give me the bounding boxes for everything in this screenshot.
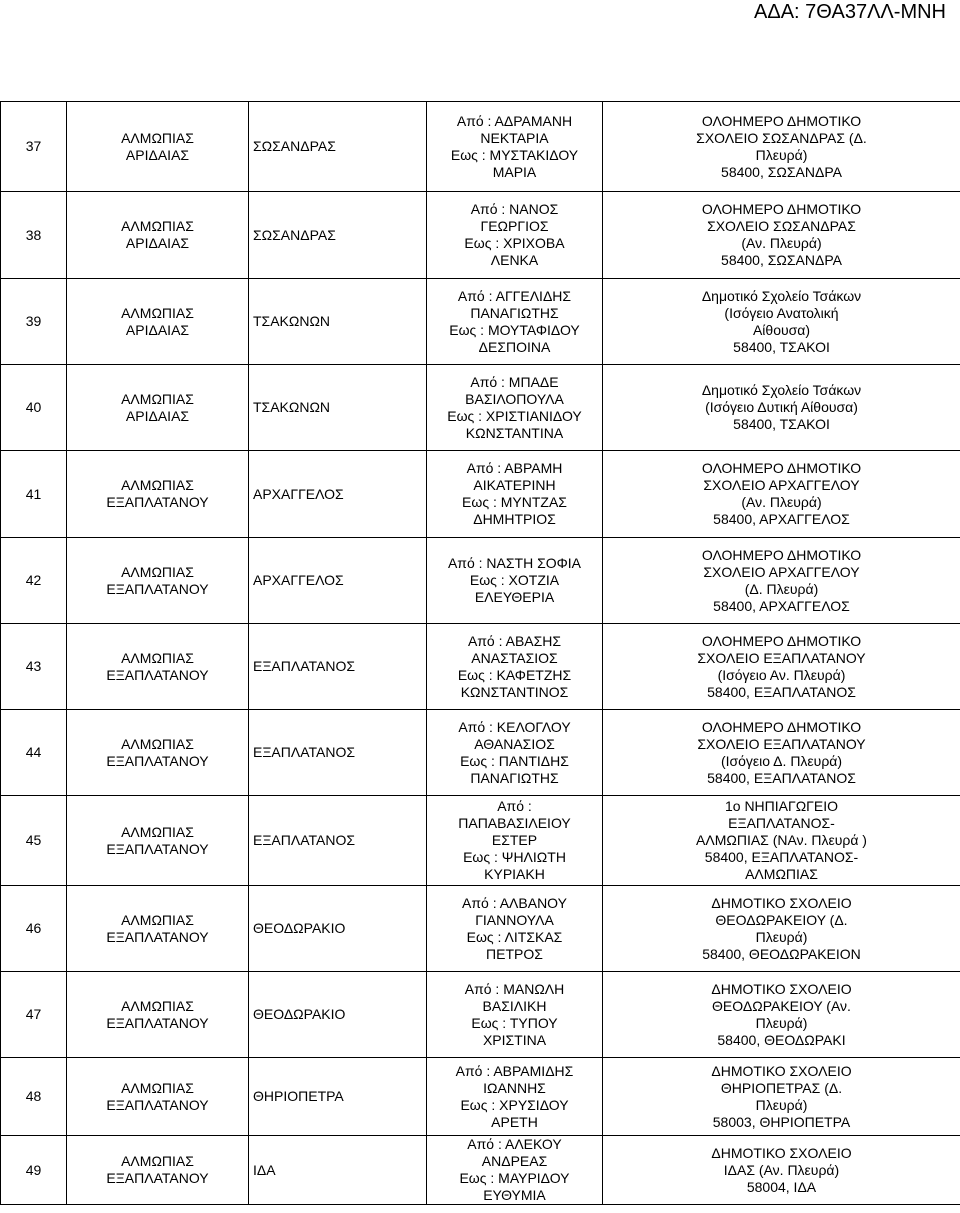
- voter-range-cell-line: Από : ΝΑΝΟΣ: [470, 201, 559, 217]
- polling-station-cell-line: 58400, ΕΞΑΠΛΑΤΑΝΟΣ: [707, 683, 856, 700]
- polling-stations-table: [0, 101, 960, 1205]
- municipality-cell-line: ΑΛΜΩΠΙΑΣ: [121, 1079, 194, 1096]
- voter-range-cell-line: ΑΙΚΑΤΕΡΙΝΗ: [473, 477, 556, 493]
- polling-station-cell-line: (Ισόγειο Αν. Πλευρά): [717, 666, 846, 683]
- table-row: [1, 886, 960, 972]
- municipality-cell-line: ΑΛΜΩΠΙΑΣ: [121, 735, 194, 752]
- voter-range-cell-line: Από : ΑΓΓΕΛΙΔΗΣ: [457, 287, 572, 304]
- municipality-cell: [67, 102, 249, 192]
- row-number: 37: [1, 102, 67, 192]
- table-row: [1, 1058, 960, 1136]
- municipality-cell: [67, 451, 249, 538]
- voter-range-cell-line: ΠΑΝΑΓΙΩΤΗΣ: [470, 304, 559, 321]
- municipality-cell-line: ΑΛΜΩΠΙΑΣ: [121, 997, 194, 1014]
- voter-range-cell-line: Εως : ΧΡΙΣΤΙΑΝΙΔΟΥ: [447, 407, 582, 424]
- polling-station-cell-line: 58400, ΣΩΣΑΝΔΡΑ: [721, 252, 842, 268]
- polling-station-cell-line: 58400, ΣΩΣΑΝΔΡΑ: [721, 163, 842, 180]
- municipality-cell-line: ΑΛΜΩΠΙΑΣ: [121, 911, 194, 928]
- polling-station-cell-line: 58400, ΑΡΧΑΓΓΕΛΟΣ: [713, 597, 850, 614]
- row-number: 49: [1, 1136, 67, 1205]
- municipality-cell-line: ΑΛΜΩΠΙΑΣ: [121, 649, 194, 666]
- polling-station-cell-line: (Ισόγειο Δ. Πλευρά): [720, 752, 843, 769]
- area-cell: ΣΩΣΑΝΔΡΑΣ: [249, 102, 427, 192]
- voter-range-cell: [427, 1058, 603, 1136]
- polling-station-cell: [603, 972, 960, 1058]
- municipality-cell: [67, 710, 249, 796]
- row-number: 48: [1, 1058, 67, 1136]
- area-cell: ΕΞΑΠΛΑΤΑΝΟΣ: [249, 710, 427, 796]
- row-number: 45: [1, 796, 67, 886]
- voter-range-cell-line: Από : ΑΛΕΚΟΥ: [467, 1136, 562, 1152]
- polling-station-cell-line: ΔΗΜΟΤΙΚΟ ΣΧΟΛΕΙΟ: [711, 1144, 852, 1161]
- voter-range-cell-line: Εως : ΜΥΣΤΑΚΙΔΟΥ: [450, 146, 579, 163]
- polling-station-cell-line: Πλευρά): [755, 928, 808, 945]
- voter-range-cell: [427, 451, 603, 538]
- voter-range-cell-line: ΕΥΘΥΜΙΑ: [483, 1187, 546, 1203]
- municipality-cell-line: ΑΛΜΩΠΙΑΣ: [121, 823, 194, 840]
- voter-range-cell-line: Από : ΑΒΡΑΜΗ: [466, 460, 563, 476]
- voter-range-cell-line: ΚΥΡΙΑΚΗ: [484, 866, 545, 882]
- polling-station-cell-line: ΘΕΟΔΩΡΑΚΕΙΟΥ (Αν.: [712, 997, 851, 1014]
- area-cell: ΤΣΑΚΩΝΩΝ: [249, 365, 427, 451]
- row-number: 46: [1, 886, 67, 972]
- table-row: [1, 538, 960, 624]
- voter-range-cell: [427, 624, 603, 710]
- polling-station-cell-line: 58400, ΕΞΑΠΛΑΤΑΝΟΣ-: [704, 849, 859, 865]
- voter-range-cell-line: Εως : ΛΙΤΣΚΑΣ: [466, 928, 563, 945]
- municipality-cell-line: ΕΞΑΠΛΑΤΑΝΟΥ: [106, 840, 209, 857]
- voter-range-cell-line: ΓΙΑΝΝΟΥΛΑ: [475, 911, 554, 928]
- polling-station-cell-line: 58400, ΘΕΟΔΩΡΑΚΕΙΟΝ: [702, 945, 861, 962]
- municipality-cell-line: ΕΞΑΠΛΑΤΑΝΟΥ: [106, 494, 209, 510]
- voter-range-cell-line: Από : ΝΑΣΤΗ ΣΟΦΙΑ: [447, 555, 582, 571]
- polling-station-cell: [603, 279, 960, 365]
- polling-station-cell-line: 58400, ΑΡΧΑΓΓΕΛΟΣ: [713, 511, 850, 527]
- row-number: 47: [1, 972, 67, 1058]
- row-number: 41: [1, 451, 67, 538]
- row-number: 38: [1, 192, 67, 279]
- municipality-cell: [67, 1136, 249, 1205]
- municipality-cell: [67, 796, 249, 886]
- voter-range-cell-line: ΒΑΣΙΛΙΚΗ: [482, 997, 547, 1014]
- polling-station-cell: [603, 624, 960, 710]
- polling-station-cell-line: (Δ. Πλευρά): [744, 580, 819, 597]
- polling-station-cell-line: ΔΗΜΟΤΙΚΟ ΣΧΟΛΕΙΟ: [711, 894, 852, 911]
- voter-range-cell-line: Εως : ΧΡΥΣΙΔΟΥ: [460, 1096, 569, 1113]
- area-cell: ΕΞΑΠΛΑΤΑΝΟΣ: [249, 624, 427, 710]
- polling-station-cell-line: ΣΧΟΛΕΙΟ ΑΡΧΑΓΓΕΛΟΥ: [703, 563, 860, 580]
- municipality-cell-line: ΑΛΜΩΠΙΑΣ: [121, 390, 194, 407]
- municipality-cell-line: ΑΛΜΩΠΙΑΣ: [121, 563, 194, 580]
- table-row: [1, 279, 960, 365]
- polling-station-cell-line: (Αν. Πλευρά): [741, 235, 822, 251]
- polling-station-cell-line: 58004, ΙΔΑ: [746, 1178, 817, 1195]
- voter-range-cell: [427, 1136, 603, 1205]
- polling-station-cell-line: (Ισόγειο Δυτική Αίθουσα): [705, 399, 858, 415]
- area-cell: ΑΡΧΑΓΓΕΛΟΣ: [249, 451, 427, 538]
- voter-range-cell: [427, 710, 603, 796]
- polling-station-cell-line: ΕΞΑΠΛΑΤΑΝΟΣ-: [728, 815, 835, 831]
- polling-station-cell-line: 58400, ΤΣΑΚΟΙ: [733, 338, 830, 355]
- polling-station-cell-line: 58400, ΕΞΑΠΛΑΤΑΝΟΣ: [707, 769, 856, 786]
- municipality-cell: [67, 538, 249, 624]
- polling-station-cell: [603, 102, 960, 192]
- table-row: [1, 1136, 960, 1205]
- voter-range-cell-line: Από : ΜΑΝΩΛΗ: [464, 980, 565, 997]
- municipality-cell-line: ΑΡΙΔΑΙΑΣ: [125, 321, 190, 338]
- municipality-cell-line: ΑΡΙΔΑΙΑΣ: [125, 235, 190, 251]
- polling-station-cell-line: ΣΧΟΛΕΙΟ ΑΡΧΑΓΓΕΛΟΥ: [703, 477, 860, 493]
- voter-range-cell-line: ΕΣΤΕΡ: [491, 832, 538, 848]
- voter-range-cell-line: Εως : ΜΥΝΤΖΑΣ: [462, 494, 567, 510]
- polling-station-cell: [603, 710, 960, 796]
- row-number: 39: [1, 279, 67, 365]
- municipality-cell-line: ΑΛΜΩΠΙΑΣ: [121, 1153, 194, 1169]
- polling-station-cell: [603, 796, 960, 886]
- voter-range-cell-line: Εως : ΧΡΙΧΟΒΑ: [464, 235, 565, 251]
- polling-station-cell: [603, 1058, 960, 1136]
- municipality-cell: [67, 365, 249, 451]
- voter-range-cell-line: Από : ΚΕΛΟΓΛΟΥ: [458, 718, 571, 735]
- voter-range-cell-line: ΚΩΝΣΤΑΝΤΙΝΑ: [465, 424, 564, 441]
- polling-station-cell-line: ΘΕΟΔΩΡΑΚΕΙΟΥ (Δ.: [715, 911, 848, 928]
- polling-station-cell: [603, 1136, 960, 1205]
- voter-range-cell: [427, 538, 603, 624]
- table-row: [1, 365, 960, 451]
- polling-station-cell-line: 58400, ΤΣΑΚΟΙ: [733, 416, 830, 432]
- voter-range-cell-line: ΑΡΕΤΗ: [491, 1113, 538, 1130]
- polling-station-cell-line: Πλευρά): [755, 1014, 808, 1031]
- voter-range-cell-line: ΑΝΔΡΕΑΣ: [481, 1153, 548, 1169]
- municipality-cell-line: ΕΞΑΠΛΑΤΑΝΟΥ: [106, 1096, 209, 1113]
- municipality-cell-line: ΑΡΙΔΑΙΑΣ: [125, 146, 190, 163]
- area-cell: ΣΩΣΑΝΔΡΑΣ: [249, 192, 427, 279]
- voter-range-cell-line: ΠΕΤΡΟΣ: [486, 945, 543, 962]
- voter-range-cell-line: ΚΩΝΣΤΑΝΤΙΝΟΣ: [460, 683, 569, 700]
- area-cell: ΘΕΟΔΩΡΑΚΙΟ: [249, 886, 427, 972]
- polling-station-cell-line: ΟΛΟΗΜΕΡΟ ΔΗΜΟΤΙΚΟ: [701, 632, 862, 649]
- voter-range-cell-line: Από : ΑΒΑΣΗΣ: [467, 632, 562, 649]
- voter-range-cell-line: Από : ΑΛΒΑΝΟΥ: [462, 894, 567, 911]
- voter-range-cell-line: ΑΘΑΝΑΣΙΟΣ: [474, 735, 555, 752]
- polling-station-cell: [603, 538, 960, 624]
- polling-station-cell-line: ΑΛΜΩΠΙΑΣ (ΝΑν. Πλευρά ): [696, 832, 867, 848]
- voter-range-cell-line: Εως : ΨΗΛΙΩΤΗ: [463, 849, 566, 865]
- voter-range-cell: [427, 192, 603, 279]
- voter-range-cell-line: ΝΕΚΤΑΡΙΑ: [480, 129, 549, 146]
- voter-range-cell: [427, 886, 603, 972]
- polling-station-cell-line: Αίθουσα): [752, 321, 811, 338]
- polling-station-cell-line: Δημοτικό Σχολείο Τσάκων: [701, 287, 862, 304]
- voter-range-cell-line: Εως : ΧΟΤΖΙΑ: [469, 572, 560, 588]
- voter-range-cell-line: ΙΩΑΝΝΗΣ: [483, 1079, 546, 1096]
- voter-range-cell-line: ΧΡΙΣΤΙΝΑ: [482, 1031, 547, 1048]
- municipality-cell-line: ΕΞΑΠΛΑΤΑΝΟΥ: [106, 928, 209, 945]
- polling-station-cell-line: ΔΗΜΟΤΙΚΟ ΣΧΟΛΕΙΟ: [711, 980, 852, 997]
- voter-range-cell-line: Εως : ΚΑΦΕΤΖΗΣ: [457, 666, 572, 683]
- table-body: [1, 102, 960, 1205]
- polling-station-cell-line: ΟΛΟΗΜΕΡΟ ΔΗΜΟΤΙΚΟ: [701, 112, 862, 129]
- row-number: 40: [1, 365, 67, 451]
- municipality-cell-line: ΑΛΜΩΠΙΑΣ: [121, 129, 194, 146]
- area-cell: ΤΣΑΚΩΝΩΝ: [249, 279, 427, 365]
- table-row: [1, 796, 960, 886]
- municipality-cell: [67, 279, 249, 365]
- area-cell: ΘΕΟΔΩΡΑΚΙΟ: [249, 972, 427, 1058]
- voter-range-cell: [427, 796, 603, 886]
- voter-range-cell-line: ΔΕΣΠΟΙΝΑ: [478, 338, 551, 355]
- voter-range-cell-line: ΜΑΡΙΑ: [492, 163, 537, 180]
- municipality-cell: [67, 972, 249, 1058]
- polling-station-cell-line: ΑΛΜΩΠΙΑΣ: [745, 866, 818, 882]
- municipality-cell-line: ΕΞΑΠΛΑΤΑΝΟΥ: [106, 1170, 209, 1186]
- polling-station-cell-line: ΟΛΟΗΜΕΡΟ ΔΗΜΟΤΙΚΟ: [701, 460, 862, 476]
- voter-range-cell-line: Από : ΑΔΡΑΜΑΝΗ: [456, 112, 573, 129]
- polling-station-cell-line: ΟΛΟΗΜΕΡΟ ΔΗΜΟΤΙΚΟ: [701, 718, 862, 735]
- municipality-cell-line: ΑΛΜΩΠΙΑΣ: [121, 304, 194, 321]
- polling-station-cell-line: ΣΧΟΛΕΙΟ ΣΩΣΑΝΔΡΑΣ: [707, 218, 856, 234]
- voter-range-cell-line: ΑΝΑΣΤΑΣΙΟΣ: [471, 649, 558, 666]
- voter-range-cell-line: ΠΑΝΑΓΙΩΤΗΣ: [470, 769, 559, 786]
- voter-range-cell-line: ΓΕΩΡΓΙΟΣ: [480, 218, 549, 234]
- municipality-cell-line: ΑΛΜΩΠΙΑΣ: [121, 477, 194, 493]
- municipality-cell-line: ΕΞΑΠΛΑΤΑΝΟΥ: [106, 1014, 209, 1031]
- voter-range-cell-line: Εως : ΜΟΥΤΑΦΙΔΟΥ: [449, 321, 580, 338]
- table-row: [1, 102, 960, 192]
- municipality-cell-line: ΑΡΙΔΑΙΑΣ: [125, 407, 190, 424]
- table-row: [1, 624, 960, 710]
- municipality-cell-line: ΕΞΑΠΛΑΤΑΝΟΥ: [106, 666, 209, 683]
- table-row: [1, 451, 960, 538]
- municipality-cell: [67, 1058, 249, 1136]
- polling-station-cell: [603, 192, 960, 279]
- table-row: [1, 710, 960, 796]
- row-number: 44: [1, 710, 67, 796]
- polling-station-cell-line: ΔΗΜΟΤΙΚΟ ΣΧΟΛΕΙΟ: [711, 1062, 852, 1079]
- area-cell: ΘΗΡΙΟΠΕΤΡΑ: [249, 1058, 427, 1136]
- polling-station-cell: [603, 451, 960, 538]
- polling-station-cell-line: Πλευρά): [755, 146, 808, 163]
- polling-station-cell-line: Πλευρά): [755, 1096, 808, 1113]
- municipality-cell-line: ΑΛΜΩΠΙΑΣ: [121, 218, 194, 234]
- area-cell: ΕΞΑΠΛΑΤΑΝΟΣ: [249, 796, 427, 886]
- area-cell: ΑΡΧΑΓΓΕΛΟΣ: [249, 538, 427, 624]
- ada-code: ΑΔΑ: 7ΘΑ37ΛΛ-ΜΝΗ: [754, 1, 946, 23]
- polling-station-cell-line: ΟΛΟΗΜΕΡΟ ΔΗΜΟΤΙΚΟ: [701, 201, 862, 217]
- polling-station-cell-line: 1ο ΝΗΠΙΑΓΩΓΕΙΟ: [724, 798, 839, 814]
- voter-range-cell-line: ΛΕΝΚΑ: [490, 252, 539, 268]
- municipality-cell: [67, 624, 249, 710]
- voter-range-cell: [427, 365, 603, 451]
- row-number: 43: [1, 624, 67, 710]
- voter-range-cell-line: Εως : ΤΥΠΟΥ: [471, 1014, 558, 1031]
- voter-range-cell: [427, 102, 603, 192]
- municipality-cell: [67, 192, 249, 279]
- voter-range-cell-line: Από :: [497, 798, 532, 814]
- voter-range-cell-line: Από : ΜΠΑΔΕ: [470, 373, 559, 390]
- polling-station-cell-line: (Ισόγειο Ανατολική: [724, 304, 839, 321]
- voter-range-cell-line: Από : ΑΒΡΑΜΙΔΗΣ: [455, 1062, 574, 1079]
- polling-station-cell-line: ΣΧΟΛΕΙΟ ΣΩΣΑΝΔΡΑΣ (Δ.: [696, 129, 867, 146]
- municipality-cell: [67, 886, 249, 972]
- polling-station-cell-line: ΘΗΡΙΟΠΕΤΡΑΣ (Δ.: [720, 1079, 843, 1096]
- polling-station-cell-line: Δημοτικό Σχολείο Τσάκων: [701, 382, 862, 398]
- voter-range-cell-line: ΠΑΠΑΒΑΣΙΛΕΙΟΥ: [458, 815, 571, 831]
- table-row: [1, 192, 960, 279]
- polling-station-cell-line: ΟΛΟΗΜΕΡΟ ΔΗΜΟΤΙΚΟ: [701, 546, 862, 563]
- voter-range-cell-line: ΒΑΣΙΛΟΠΟΥΛΑ: [465, 390, 564, 407]
- polling-station-cell-line: 58400, ΘΕΟΔΩΡΑΚΙ: [717, 1031, 846, 1048]
- municipality-cell-line: ΕΞΑΠΛΑΤΑΝΟΥ: [106, 752, 209, 769]
- municipality-cell-line: ΕΞΑΠΛΑΤΑΝΟΥ: [106, 580, 209, 597]
- polling-station-cell-line: 58003, ΘΗΡΙΟΠΕΤΡΑ: [712, 1113, 851, 1130]
- voter-range-cell-line: Εως : ΜΑΥΡΙΔΟΥ: [459, 1170, 570, 1186]
- polling-station-cell-line: ΣΧΟΛΕΙΟ ΕΞΑΠΛΑΤΑΝΟΥ: [697, 649, 866, 666]
- area-cell: ΙΔΑ: [249, 1136, 427, 1205]
- voter-range-cell-line: ΔΗΜΗΤΡΙΟΣ: [473, 511, 556, 527]
- polling-station-cell: [603, 886, 960, 972]
- voter-range-cell-line: ΕΛΕΥΘΕΡΙΑ: [474, 589, 555, 605]
- polling-station-cell-line: ΣΧΟΛΕΙΟ ΕΞΑΠΛΑΤΑΝΟΥ: [697, 735, 866, 752]
- table-row: [1, 972, 960, 1058]
- polling-station-cell-line: ΙΔΑΣ (Αν. Πλευρά): [723, 1161, 840, 1178]
- row-number: 42: [1, 538, 67, 624]
- polling-station-cell: [603, 365, 960, 451]
- polling-station-cell-line: (Αν. Πλευρά): [741, 494, 822, 510]
- voter-range-cell: [427, 279, 603, 365]
- voter-range-cell-line: Εως : ΠΑΝΤΙΔΗΣ: [460, 752, 569, 769]
- voter-range-cell: [427, 972, 603, 1058]
